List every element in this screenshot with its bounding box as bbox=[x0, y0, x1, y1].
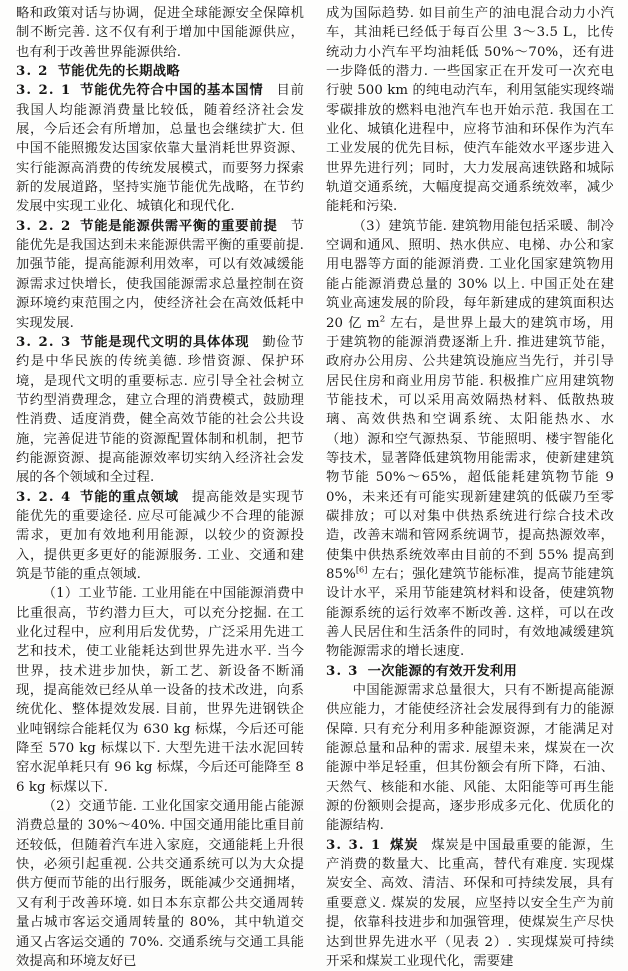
paragraph-building-energy-saving bbox=[326, 217, 614, 662]
subsection-3-2-3 bbox=[16, 333, 304, 488]
paragraph-continuation-energy-dialogue: 略和政策对话与协调，促进全球能源安全保障机制不断完善. 这不仅有利于增加中国能源供应，也有利于改善世界能源供给. bbox=[16, 6, 304, 60]
subsection-title-3-2-4: 节能的重点领域 bbox=[79, 489, 179, 505]
paragraph-primary-energy-overview: 中国能源需求总量很大，只有不断提高能源供应能力，才能使经济社会发展得到有力的能源保障. 只有充分利用多种能源资源，才能满足对能源总量和品种的需求. 展望未来，煤炭在一次能源中举足轻重，但其份额会有所下降，石油、天然气、核能和水能、风能、太阳能等可再生能源的份额则会提高，逐步形成多元化、优质化的能源结构. bbox=[326, 683, 614, 834]
subsection-3-3-1 bbox=[326, 836, 614, 971]
subsection-body-3-2-3: 勤俭节约是中华民族的传统美德. 珍惜资源、保护环境，是现代文明的重要标志. 应引导全社会树立节约型消费理念，建立合理的消费模式，鼓励理性消费、适度消费，健全高效节能的社会公共设施，完善促进节能的资源配置体制和机制，把节约能源资源、提高能源效率切实纳入经济社会发展的各个领域和全过程. bbox=[16, 334, 304, 486]
left-text-column bbox=[16, 4, 304, 969]
subsection-3-2-4 bbox=[16, 488, 304, 585]
square-meter-superscript: 2 bbox=[379, 314, 386, 325]
section-heading-3-3 bbox=[326, 662, 614, 681]
subsection-3-2-2 bbox=[16, 217, 304, 333]
subsection-number-3-2-2: 3. 2. 2 bbox=[16, 218, 72, 234]
subsection-3-2-1 bbox=[16, 81, 304, 216]
subsection-body-3-2-2: 节能优先是我国达到未来能源供需平衡的重要前提. 加强节能，提高能源利用效率，可以有效减缓能源需求过快增长，使我国能源需求总量控制在资源环境约束范围之内，使经济社会在高效低耗中实现发展. bbox=[16, 218, 304, 331]
paragraph-continuation-vehicle-efficiency: 成为国际趋势. 如目前生产的油电混合动力小汽车，其油耗已经低于每百公里 3～3.5 L，比传统动力小汽车平均油耗低 50%～70%，还有进一步降低的潜力. 一些国家正在开发可一次充电行驶 500 km 的纯电动汽车，利用氢能实现终端零碳排放的燃料电池汽车也开始示范. 我国在工业化、城镇化进程中，应将节油和环保作为汽车工业发展的优先目标，使汽车能效水平逐步进入世界先进行列；同时，大力发展高速铁路和城际轨道交通系统，大幅度提高交通系统效率，减少能耗和污染. bbox=[326, 6, 614, 215]
subsection-number-3-2-1: 3. 2. 1 bbox=[16, 83, 72, 99]
building-text-middle: 左右，是世界上最大的建筑市场，用于建筑物的能源消费逐渐上升. 推进建筑节能，政府办公用房、公共建筑设施应当先行，并引导居民住房和商业用房节能. 积极推广应用建筑物节能技术，可以采用高效隔热材料、低散热玻璃、高效供热和空调系统、太阳能热水、水（地）源和空气源热泵、节能照明、楼宇智能化等技术，显著降低建筑物用能需求，使新建建筑物节能 50%～65%，超低能耗建筑物节能 90%，未来还有可能实现新建建筑的低碳乃至零碳排放；可以对集中供热系统进行综合技术改造，改善末端和管网系统调节，提高热源效率，使集中供热系统效率由目前的不到 55% 提高到 85% bbox=[326, 315, 614, 582]
paragraph-transport-energy-saving: （2）交通节能. 工业化国家交通用能占能源消费总量的 30%～40%. 中国交通用能比重目前还较低，但随着汽车进入家庭，交通能耗上升很快，必须引起重视. 公共交通系统可以为大众提供方便而节能的出行服务，既能减少交通拥堵，又有利于改善环境. 如日本东京都公共交通周转量占城市客运交通周转量的 80%，其中轨道交通又占客运交通的 70%. 交通系统与交通工具能效提高和环境友好已 bbox=[16, 799, 304, 969]
subsection-body-3-2-4: 提高能效是实现节能优先的重要途径. 应尽可能减少不合理的能源需求，更加有效地利用能源，以较少的资源投入，提供更多更好的能源服务. 工业、交通和建筑是节能的重点领域. bbox=[16, 489, 304, 582]
building-text-after: 左右；强化建筑节能标准，提高节能建筑设计水平，采用节能建筑材料和设备，使建筑物能源系统的运行效率不断改善. 这样，可以在改善人民居住和生活条件的同时，有效地减缓建筑物能源需求的增长速度. bbox=[326, 566, 614, 660]
subsection-title-3-2-1: 节能优先符合中国的基本国情 bbox=[79, 83, 264, 99]
section-number-3-3: 3. 3 bbox=[326, 663, 359, 679]
section-number-3-2: 3. 2 bbox=[16, 64, 49, 80]
subsection-number-3-2-3: 3. 2. 3 bbox=[16, 334, 72, 350]
citation-reference-marker: [6] bbox=[355, 564, 368, 575]
section-heading-3-2 bbox=[16, 62, 304, 81]
subsection-title-3-2-3: 节能是现代文明的具体体现 bbox=[79, 334, 250, 350]
subsection-title-3-2-2: 节能是能源供需平衡的重要前提 bbox=[79, 218, 278, 234]
section-title-3-3: 一次能源的有效开发利用 bbox=[367, 663, 518, 679]
subsection-number-3-2-4: 3. 2. 4 bbox=[16, 489, 72, 505]
section-title-3-2: 节能优先的长期战略 bbox=[57, 64, 180, 80]
paragraph-industrial-energy-saving: （1）工业节能. 工业用能在中国能源消费中比重很高，节约潜力巨大，可以充分挖掘. 在工业化过程中，应利用后发优势，广泛采用先进工艺和技术，使工业能耗达到世界先进水平. 当今世界，技术进步加快，新工艺、新设备不断涌现，提高能效已经从单一设备的技术改进，向系统优化、整体提效发展. 目前，世界先进钢铁企业吨钢综合能耗仅为 630 kg 标煤，今后还可能降至 570 kg 标煤以下. 大型先进干法水泥回转窑水泥单耗只有 96 kg 标煤，今后还可能降至 86 kg 标煤以下. bbox=[16, 586, 304, 795]
building-text-before: （3）建筑节能. 建筑物用能包括采暖、制冷空调和通风、照明、热水供应、电梯、办公和家用电器等方面的能源消费. 工业化国家建筑物用能占能源消费总量的 30% 以上. 中国正处在建筑业高速发展的阶段，每年新建成的建筑面积达 20 亿 m bbox=[326, 218, 614, 331]
subsection-body-3-2-1: 目前我国人均能源消费量比较低，随着经济社会发展，今后还会有所增加，总量也会继续扩大. 但中国不能照搬发达国家依靠大量消耗世界资源、实行能源高消费的传统发展模式，而要努力探索新的发展道路，坚持实施节能优先战略，在节约发展中实现工业化、城镇化和现代化. bbox=[16, 83, 304, 215]
subsection-number-3-3-1: 3. 3. 1 bbox=[326, 837, 382, 853]
right-text-column bbox=[326, 4, 614, 969]
subsection-title-3-3-1: 煤炭 bbox=[389, 837, 419, 853]
subsection-body-3-3-1: 煤炭是中国最重要的能源，生产消费的数量大、比重高，替代有难度. 实现煤炭安全、高效、清洁、环保和可持续发展，具有重要意义. 煤炭的发展，应坚持以安全生产为前提，依靠科技进步和加强管理，使煤炭生产尽快达到世界先进水平（见表 2）. 实现煤炭可持续开采和煤炭工业现代化，需要建 bbox=[326, 837, 614, 969]
